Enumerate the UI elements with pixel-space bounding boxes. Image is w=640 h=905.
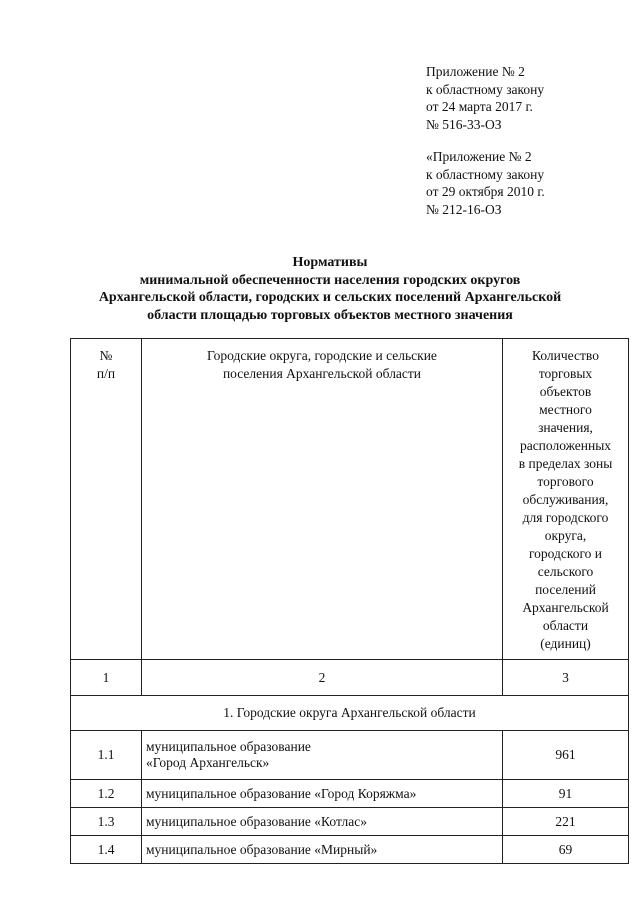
appendix-line: Приложение № 2 [426, 64, 525, 79]
appendix-line: № 212-16-ОЗ [426, 201, 502, 217]
header-text: торговых [538, 366, 593, 381]
row-value: 221 [503, 808, 629, 836]
header-text: округа, [544, 528, 587, 543]
header-count-cell [503, 339, 629, 660]
header-text: значения, [538, 420, 593, 435]
header-text: торгового [537, 474, 594, 489]
header-text: в пределах зоны [518, 456, 613, 471]
row-name-line: муниципальное образование «Котлас» [146, 813, 367, 829]
header-text: расположенных [519, 438, 612, 453]
header-text: поселений [535, 582, 596, 597]
section-row [71, 696, 629, 731]
appendix-line: № 516-33-ОЗ [426, 116, 502, 132]
header-text: сельского [537, 564, 594, 579]
row-name [142, 780, 503, 808]
column-index: 2 [142, 660, 503, 696]
appendix-line: от 29 октября 2010 г. [426, 184, 545, 199]
norms-table [70, 338, 629, 864]
header-text: Архангельской [522, 600, 609, 615]
row-name-line: муниципальное образование «Мирный» [146, 841, 378, 857]
header-text: № [99, 348, 113, 363]
column-index: 3 [503, 660, 629, 696]
row-name [142, 731, 503, 780]
header-number-cell [71, 339, 142, 660]
row-name-line: «Город Архангельск» [146, 755, 270, 770]
row-value: 69 [503, 836, 629, 864]
header-text: п/п [96, 366, 116, 381]
title-line: Архангельской области, городских и сельских поселений Архангельской [98, 290, 562, 305]
row-name-line: муниципальное образование [146, 739, 311, 754]
appendix-line: к областному закону [426, 166, 545, 182]
table-row [71, 836, 629, 864]
header-text: (единиц) [540, 636, 591, 651]
header-text: поселения Архангельской области [222, 366, 422, 381]
appendix-reference-current [426, 63, 544, 133]
row-number: 1.4 [71, 836, 142, 864]
document-title [40, 254, 620, 324]
row-number: 1.3 [71, 808, 142, 836]
section-title: 1. Городские округа Архангельской области [71, 696, 629, 731]
row-name-line: муниципальное образование «Город Коряжма» [146, 785, 417, 801]
title-line: Нормативы [292, 255, 368, 270]
row-value: 91 [503, 780, 629, 808]
column-index: 1 [71, 660, 142, 696]
header-text: Городские округа, городские и сельские [207, 348, 437, 363]
appendix-reference-original [426, 148, 545, 218]
title-line: минимальной обеспеченности населения городских округов [139, 272, 521, 288]
title-line: области площадью торговых объектов местного значения [147, 307, 513, 323]
header-text: для городского [522, 510, 609, 525]
row-name [142, 836, 503, 864]
row-number: 1.1 [71, 731, 142, 780]
header-text: городского и [528, 546, 603, 561]
table-header-row [71, 339, 629, 660]
table-row [71, 780, 629, 808]
header-text: обслуживания, [522, 492, 609, 507]
appendix-line: от 24 марта 2017 г. [426, 99, 533, 114]
table-row [71, 731, 629, 780]
header-text: местного [539, 402, 592, 417]
header-text: Количество [532, 348, 599, 363]
table-row [71, 808, 629, 836]
row-value: 961 [503, 731, 629, 780]
row-number: 1.2 [71, 780, 142, 808]
row-name [142, 808, 503, 836]
appendix-line: «Приложение № 2 [426, 149, 532, 164]
header-name-cell [142, 339, 503, 660]
appendix-line: к областному закону [426, 81, 545, 97]
header-text: объектов [539, 384, 592, 399]
header-text: области [542, 618, 589, 633]
column-index-row [71, 660, 629, 696]
